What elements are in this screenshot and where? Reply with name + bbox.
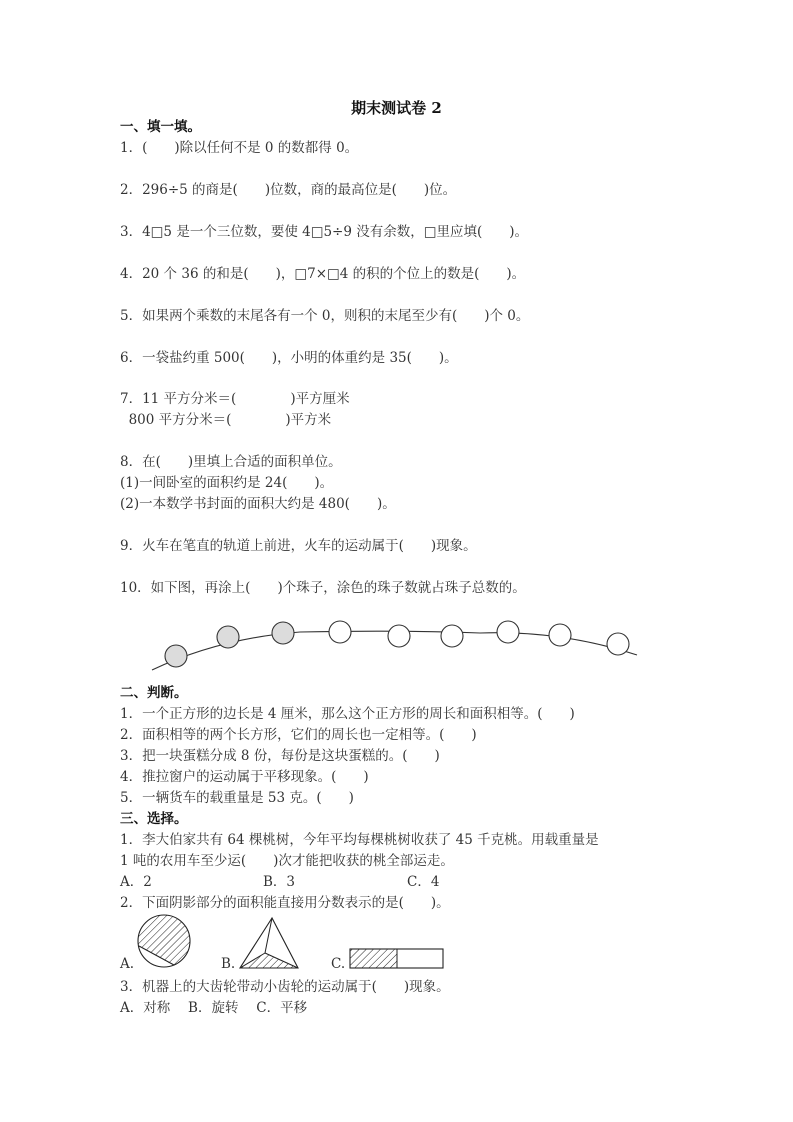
- question-line: 7．11 平方分米＝( )平方厘米: [120, 391, 350, 407]
- figure-c-rectangle: [350, 949, 443, 968]
- bead: [549, 624, 571, 646]
- question-line: 3．4□5 是一个三位数，要使 4□5÷9 没有余数，□里应填( )。: [120, 224, 529, 240]
- bead: [441, 625, 463, 647]
- question-line: 10．如下图，再涂上( )个珠子，涂色的珠子数就占珠子总数的。: [120, 580, 526, 596]
- figure-label-b: B.: [221, 956, 236, 972]
- section-heading-judge: 二、判断。: [120, 685, 188, 701]
- choice-q3-options: A．对称 B．旋转 C．平移: [120, 1000, 308, 1016]
- choice-q3-line1: 3．机器上的大齿轮带动小齿轮的运动属于( )现象。: [120, 979, 450, 995]
- bead-shaded: [165, 645, 187, 667]
- judge-line: 3．把一块蛋糕分成 8 份，每份是这块蛋糕的。( ): [120, 748, 440, 764]
- question-line: 1．( )除以任何不是 0 的数都得 0。: [120, 140, 359, 156]
- section-heading-fill: 一、填一填。: [120, 119, 201, 135]
- question-line: 8．在( )里填上合适的面积单位。: [120, 454, 342, 470]
- judge-line: 2．面积相等的两个长方形，它们的周长也一定相等。( ): [120, 727, 477, 743]
- question-line: (2)一本数学书封面的面积大约是 480( )。: [120, 496, 396, 512]
- bead: [607, 633, 629, 655]
- question-line: (1)一间卧室的面积约是 24( )。: [120, 475, 334, 491]
- question-line: 5．如果两个乘数的末尾各有一个 0，则积的末尾至少有( )个 0。: [120, 308, 530, 324]
- choice-q2-line1: 2．下面阴影部分的面积能直接用分数表示的是( )。: [120, 895, 450, 911]
- bead: [388, 625, 410, 647]
- choice-q1-line2: 1 吨的农用车至少运( )次才能把收获的桃全部运走。: [120, 853, 454, 869]
- bead: [329, 621, 351, 643]
- question-line: 6．一袋盐约重 500( )，小明的体重约是 35( )。: [120, 350, 458, 366]
- bead-shaded: [217, 626, 239, 648]
- bead: [497, 621, 519, 643]
- question-line: 9．火车在笔直的轨道上前进，火车的运动属于( )现象。: [120, 538, 477, 554]
- judge-line: 5．一辆货车的载重量是 53 克。( ): [120, 790, 354, 806]
- figure-label-c: C.: [331, 956, 346, 972]
- bead-shaded: [272, 622, 294, 644]
- choice-q1-line1: 1．李大伯家共有 64 棵桃树，今年平均每棵桃树收获了 45 千克桃。用载重量是: [120, 832, 599, 848]
- choice-q1-option-a: A．2: [120, 874, 152, 890]
- question-line: 4．20 个 36 的和是( )，□7×□4 的积的个位上的数是( )。: [120, 266, 526, 282]
- beads-figure: [152, 621, 637, 670]
- figure-label-a: A.: [120, 956, 135, 972]
- section-heading-choice: 三、选择。: [120, 811, 188, 827]
- question-line: 800 平方分米＝( )平方米: [120, 412, 332, 428]
- judge-line: 4．推拉窗户的运动属于平移现象。( ): [120, 769, 369, 785]
- figure-b-triangle: [240, 918, 298, 968]
- page-title: 期末测试卷 2: [351, 99, 442, 117]
- choice-q1-option-c: C．4: [407, 874, 440, 890]
- judge-line: 1．一个正方形的边长是 4 厘米，那么这个正方形的周长和面积相等。( ): [120, 706, 575, 722]
- question-line: 2．296÷5 的商是( )位数，商的最高位是( )位。: [120, 182, 457, 198]
- choice-q1-option-b: B．3: [263, 874, 296, 890]
